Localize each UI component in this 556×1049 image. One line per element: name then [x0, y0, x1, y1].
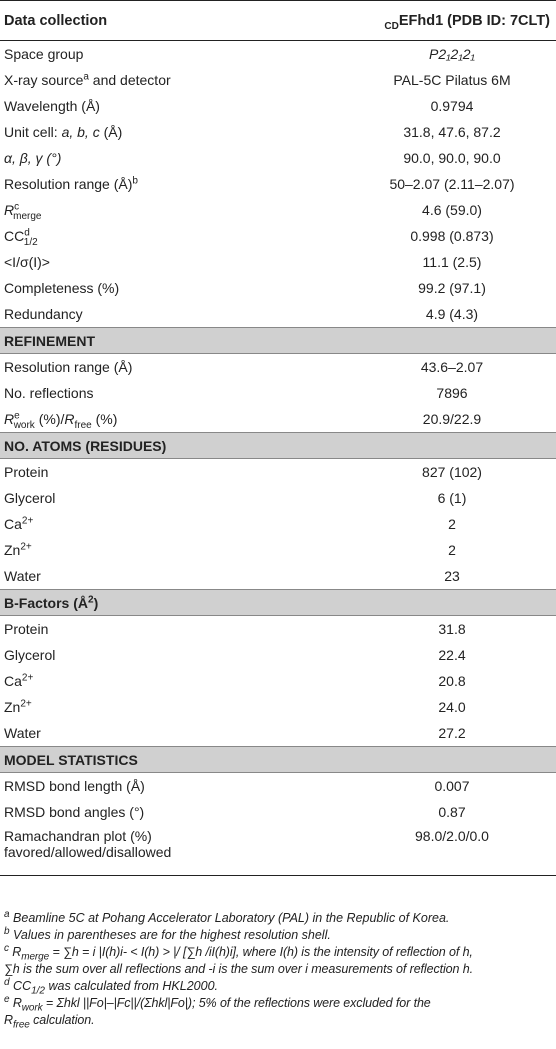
bf-protein-value: 31.8	[438, 621, 466, 637]
xray-label-rest: and detector	[88, 72, 171, 88]
atoms-ca-text: Ca	[4, 516, 22, 532]
xray-value: PAL-5C Pilatus 6M	[393, 72, 511, 88]
bfactors-title-text: B-Factors (Å	[4, 594, 89, 611]
unit-cell-value: 31.8, 47.6, 87.2	[403, 124, 501, 140]
reflections-label: No. reflections	[4, 385, 94, 401]
rfree-label-text: R	[64, 411, 75, 427]
table-row	[0, 249, 556, 275]
table-header-row	[0, 1, 556, 41]
table-row	[0, 773, 556, 800]
angles-value: 90.0, 90.0, 90.0	[403, 150, 501, 166]
atoms-protein-value: 827 (102)	[422, 464, 482, 480]
cc-sub: 1/2	[23, 236, 38, 248]
table-row	[0, 41, 556, 68]
footnote-d-sub: 1/2	[31, 985, 45, 997]
atoms-ca-charge: 2+	[21, 515, 34, 527]
footnote-e-sub: work	[21, 1002, 43, 1014]
atoms-title: NO. ATOMS (RESIDUES)	[0, 433, 556, 459]
footnote-d-cc: CC	[9, 979, 32, 993]
footnote-b	[4, 927, 552, 944]
atoms-zn-label	[0, 537, 348, 563]
table-row	[0, 720, 556, 747]
atoms-zn-text: Zn	[4, 542, 21, 558]
rmerge-label	[0, 197, 348, 223]
model-title: MODEL STATISTICS	[0, 747, 556, 773]
completeness-label: Completeness (%)	[4, 280, 120, 296]
rmerge-sub: merge	[13, 210, 42, 222]
rama-label-line1: Ramachandran plot (%)	[4, 828, 152, 844]
isigma-value: 11.1 (2.5)	[422, 254, 482, 270]
atoms-water-value: 23	[444, 568, 460, 584]
rwork-sub: work	[13, 419, 35, 431]
rama-label	[0, 825, 348, 876]
footnote-e-free-sub: free	[12, 1019, 30, 1031]
resolution-label-text: Resolution range (Å)	[4, 176, 133, 192]
atoms-ca-value: 2	[448, 516, 456, 532]
xray-label-text: X-ray source	[4, 72, 84, 88]
atoms-water-label: Water	[4, 568, 41, 584]
bf-protein-label: Protein	[4, 621, 49, 637]
atoms-glycerol-value: 6 (1)	[437, 490, 467, 506]
bf-zn-text: Zn	[4, 699, 21, 715]
table-row	[0, 380, 556, 406]
atoms-zn-charge: 2+	[20, 541, 32, 553]
unit-cell-label-italic: a, b, c	[61, 124, 100, 140]
redundancy-value: 4.9 (4.3)	[425, 306, 479, 322]
table-row	[0, 694, 556, 720]
section-header-atoms	[0, 433, 556, 459]
footnote-d-text: was calculated from HKL2000.	[45, 979, 219, 993]
table-row	[0, 223, 556, 249]
table-row	[0, 145, 556, 171]
bf-zn-value: 24.0	[438, 699, 466, 715]
table-row	[0, 668, 556, 694]
atoms-protein-label: Protein	[4, 464, 49, 480]
table-row	[0, 459, 556, 486]
table-row	[0, 563, 556, 590]
footnote-d-mark: d	[4, 976, 10, 988]
table-row	[0, 485, 556, 511]
angles-label: α, β, γ (°)	[4, 150, 62, 166]
bond-angles-label: RMSD bond angles (°)	[4, 804, 145, 820]
xray-footnote-mark: a	[83, 71, 89, 83]
ref-resolution-label: Resolution range (Å)	[4, 359, 133, 375]
refinement-title: REFINEMENT	[0, 328, 556, 354]
footnote-c-line1: = ∑h = i |I(h)i- < I(h) > |/ [∑h /iI(h)i], where I(h) is the intensity of reflection of h,	[49, 945, 473, 959]
table-row	[0, 825, 556, 876]
footnote-d	[4, 978, 552, 995]
header-col2-text: EFhd1 (PDB ID: 7CLT)	[398, 12, 550, 29]
footnote-a	[4, 910, 552, 927]
footnote-e-r: R	[9, 996, 22, 1010]
atoms-ca-label	[0, 511, 348, 537]
table-row	[0, 119, 556, 145]
section-header-refinement	[0, 328, 556, 354]
rmerge-label-text: R	[4, 202, 15, 218]
table-row	[0, 197, 556, 223]
completeness-value: 99.2 (97.1)	[418, 280, 486, 296]
footnote-c-sub: merge	[21, 951, 50, 963]
footnote-e-line2: calculation.	[29, 1013, 95, 1027]
table-row	[0, 406, 556, 433]
bfactors-title-end: )	[93, 594, 99, 611]
footnote-e-line1: = Σhkl ||Fo|–|Fc||/(Σhkl|Fo|); 5% of the reflections were excluded for the	[42, 996, 431, 1010]
atoms-glycerol-label: Glycerol	[4, 490, 56, 506]
footnote-c-r: R	[8, 945, 22, 959]
section-header-bfactors	[0, 590, 556, 616]
rwork-label-rest: (%)	[91, 411, 118, 427]
rwork-label-mid: (%)/	[34, 411, 65, 427]
bf-ca-label	[0, 668, 348, 694]
footnote-c-mark: c	[4, 942, 9, 954]
table-row	[0, 511, 556, 537]
table-row	[0, 799, 556, 825]
rama-value: 98.0/2.0/0.0	[348, 825, 556, 876]
ref-resolution-value: 43.6–2.07	[420, 359, 484, 375]
space-group-value: P2₁2₁2₁	[429, 46, 475, 62]
wavelength-label: Wavelength (Å)	[4, 98, 100, 114]
bf-glycerol-value: 22.4	[438, 647, 466, 663]
unit-cell-label-rest: (Å)	[99, 124, 123, 140]
bf-ca-charge: 2+	[21, 672, 34, 684]
bf-ca-value: 20.8	[438, 673, 466, 689]
footnote-e-mark: e	[4, 993, 10, 1005]
footnote-b-text: Values in parentheses are for the highest resolution shell.	[9, 928, 331, 942]
bfactors-title	[0, 590, 556, 616]
table-row	[0, 301, 556, 328]
unit-cell-label	[0, 119, 348, 145]
bf-zn-label	[0, 694, 348, 720]
space-group-label: Space group	[4, 46, 84, 62]
rmerge-value: 4.6 (59.0)	[422, 202, 482, 218]
isigma-label: <I/σ(I)>	[4, 254, 50, 270]
atoms-zn-value: 2	[448, 542, 456, 558]
cc-label	[0, 223, 348, 249]
bf-water-value: 27.2	[438, 725, 466, 741]
rwork-label-text: R	[4, 411, 15, 427]
rwork-label	[0, 406, 348, 433]
rama-label-line2: favored/allowed/disallowed	[4, 844, 172, 860]
footnote-b-mark: b	[4, 925, 10, 937]
bf-glycerol-label: Glycerol	[4, 647, 56, 663]
header-col2-sub: CD	[384, 20, 399, 32]
footnote-e-rfree: R	[4, 1013, 13, 1027]
resolution-value: 50–2.07 (2.11–2.07)	[389, 176, 515, 192]
bfactors-title-sup: 2	[88, 593, 94, 605]
reflections-value: 7896	[436, 385, 468, 401]
rwork-value: 20.9/22.9	[422, 411, 482, 427]
cc-value: 0.998 (0.873)	[410, 228, 494, 244]
resolution-footnote-mark: b	[132, 175, 138, 187]
bond-angles-value: 0.87	[438, 804, 466, 820]
table-row	[0, 171, 556, 197]
footnote-a-mark: a	[4, 908, 10, 920]
rmerge-footnote-mark: c	[14, 201, 20, 213]
bf-water-label: Water	[4, 725, 41, 741]
footnote-a-text: Beamline 5C at Pohang Accelerator Laboratory (PAL) in the Republic of Korea.	[9, 911, 450, 925]
cc-label-text: CC	[4, 228, 25, 244]
bond-length-label: RMSD bond length (Å)	[4, 778, 145, 794]
footnote-e	[4, 995, 552, 1029]
rwork-footnote-mark: e	[14, 410, 20, 422]
header-col1: Data collection	[0, 1, 348, 41]
table-row	[0, 642, 556, 668]
footnote-c-line2: ∑h is the sum over all reflections and -i is the sum over i measurements of reflection h.	[4, 962, 473, 976]
table-row	[0, 275, 556, 301]
footnotes	[4, 910, 552, 1029]
table-row	[0, 354, 556, 381]
resolution-label	[0, 171, 348, 197]
bf-zn-charge: 2+	[20, 698, 32, 710]
wavelength-value: 0.9794	[430, 98, 474, 114]
table-row	[0, 616, 556, 643]
bond-length-value: 0.007	[434, 778, 470, 794]
redundancy-label: Redundancy	[4, 306, 83, 322]
cc-footnote-mark: d	[24, 227, 30, 239]
footnote-c	[4, 944, 552, 978]
section-header-model	[0, 747, 556, 773]
header-col2	[348, 1, 556, 41]
rfree-sub: free	[74, 419, 92, 431]
unit-cell-label-text: Unit cell:	[4, 124, 62, 140]
table-row	[0, 93, 556, 119]
bf-ca-text: Ca	[4, 673, 22, 689]
table-row	[0, 67, 556, 93]
table-row	[0, 537, 556, 563]
xray-label	[0, 67, 348, 93]
